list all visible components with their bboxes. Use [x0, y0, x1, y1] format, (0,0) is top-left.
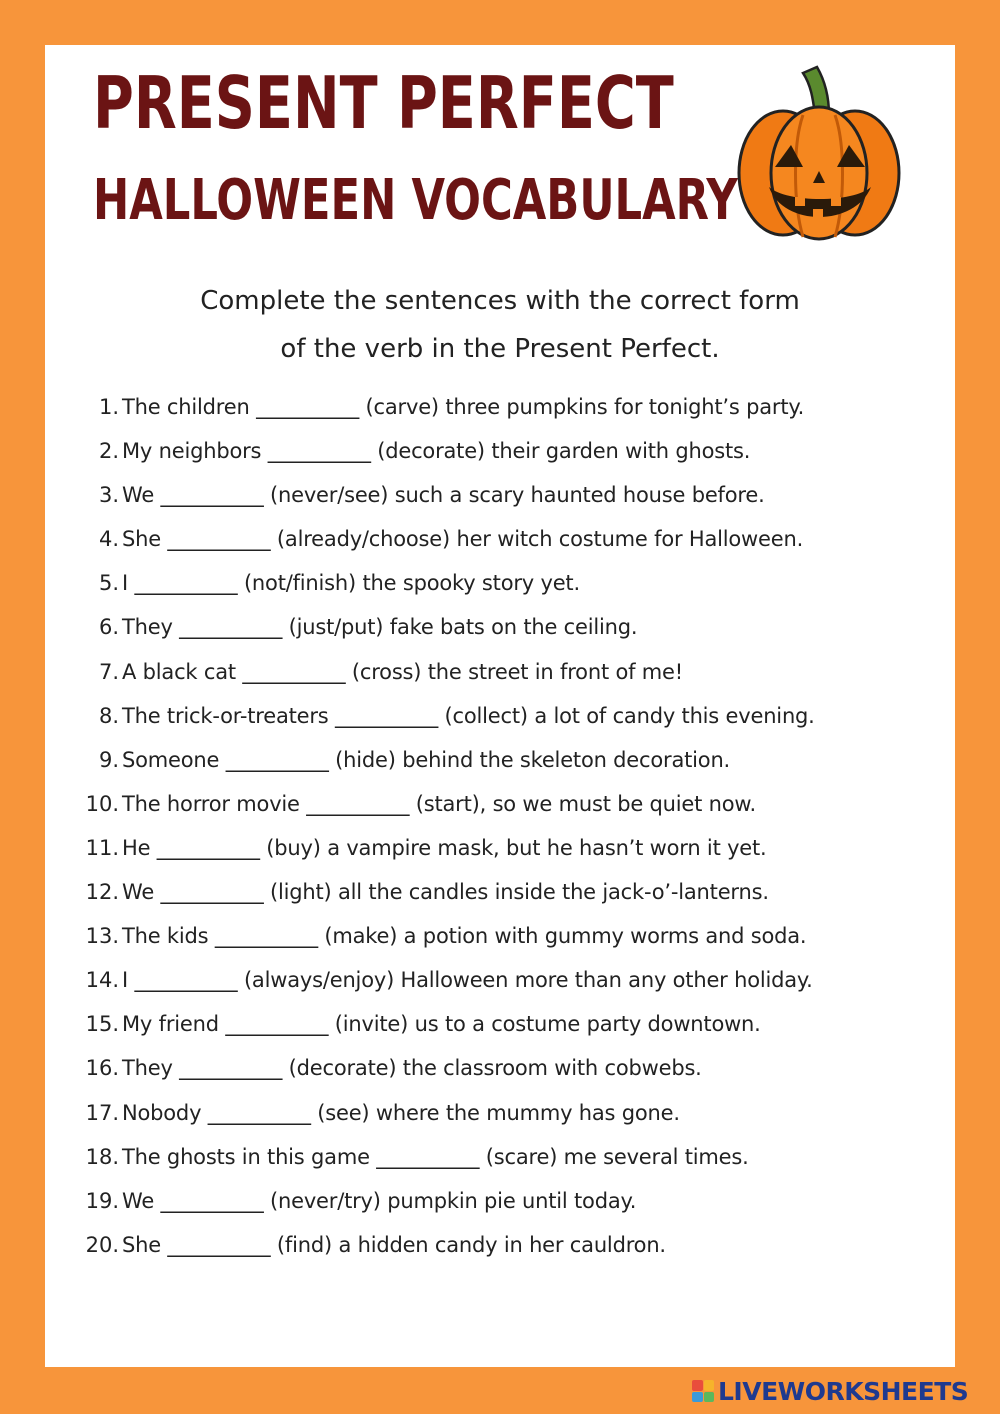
list-item	[75, 836, 945, 880]
item-number: 12.	[85, 880, 119, 905]
item-sentence: The kids __________ (make) a potion with gummy worms and soda.	[122, 924, 807, 949]
list-item	[75, 924, 945, 968]
list-item	[75, 704, 945, 748]
item-sentence: They __________ (just/put) fake bats on the ceiling.	[122, 615, 638, 640]
item-number: 16.	[85, 1056, 119, 1081]
item-number: 15.	[85, 1012, 119, 1037]
list-item	[75, 748, 945, 792]
list-item	[75, 1189, 945, 1233]
list-item	[75, 1233, 945, 1277]
item-sentence: She __________ (already/choose) her witch costume for Halloween.	[122, 527, 804, 552]
list-item	[75, 1145, 945, 1189]
item-number: 9.	[98, 747, 119, 772]
item-sentence: I __________ (not/finish) the spooky story yet.	[122, 571, 580, 596]
item-number: 13.	[85, 924, 119, 949]
item-sentence: My friend __________ (invite) us to a costume party downtown.	[122, 1012, 761, 1037]
list-item	[75, 615, 945, 659]
title-line-2: HALLOWEEN VOCABULARY	[93, 168, 738, 233]
item-sentence: We __________ (never/try) pumpkin pie until today.	[122, 1188, 637, 1213]
list-item	[75, 660, 945, 704]
list-item	[75, 880, 945, 924]
item-number: 10.	[85, 791, 119, 816]
sentence-list	[75, 395, 945, 1277]
item-sentence: Someone __________ (hide) behind the skeleton decoration.	[122, 747, 731, 772]
list-item	[75, 439, 945, 483]
item-number: 19.	[85, 1188, 119, 1213]
item-sentence: I __________ (always/enjoy) Halloween more than any other holiday.	[122, 968, 813, 993]
item-sentence: Nobody __________ (see) where the mummy has gone.	[122, 1100, 680, 1125]
list-item	[75, 571, 945, 615]
list-item	[75, 483, 945, 527]
list-item	[75, 527, 945, 571]
brand-text: LIVEWORKSHEETS	[718, 1376, 969, 1406]
list-item	[75, 395, 945, 439]
item-number: 6.	[98, 615, 119, 640]
item-number: 1.	[98, 395, 119, 419]
item-number: 8.	[98, 703, 119, 728]
item-sentence: They __________ (decorate) the classroom with cobwebs.	[122, 1056, 702, 1081]
item-sentence: We __________ (never/see) such a scary haunted house before.	[122, 483, 765, 508]
item-number: 2.	[98, 439, 119, 464]
instructions-line-2: of the verb in the Present Perfect.	[280, 334, 720, 364]
list-item	[75, 792, 945, 836]
list-item	[75, 1012, 945, 1056]
item-sentence: My neighbors __________ (decorate) their garden with ghosts.	[122, 439, 751, 464]
item-sentence: The horror movie __________ (start), so we must be quiet now.	[122, 791, 756, 816]
liveworksheets-brand[interactable]	[692, 1376, 968, 1406]
worksheet-page	[45, 45, 955, 1367]
item-sentence: The children __________ (carve) three pumpkins for tonight’s party.	[122, 395, 805, 419]
item-sentence: The trick-or-treaters __________ (collect) a lot of candy this evening.	[122, 703, 815, 728]
item-number: 14.	[85, 968, 119, 993]
list-item	[75, 1101, 945, 1145]
liveworksheets-logo-icon	[692, 1380, 714, 1402]
list-item	[75, 968, 945, 1012]
instructions-line-1: Complete the sentences with the correct form	[200, 286, 800, 316]
item-number: 5.	[98, 571, 119, 596]
item-sentence: She __________ (find) a hidden candy in her cauldron.	[122, 1232, 666, 1257]
list-item	[75, 1056, 945, 1100]
item-number: 3.	[98, 483, 119, 508]
item-number: 11.	[85, 835, 119, 860]
jack-o-lantern-icon	[733, 63, 905, 241]
item-number: 7.	[98, 659, 119, 684]
instructions	[45, 277, 955, 373]
item-number: 20.	[85, 1232, 119, 1257]
item-sentence: The ghosts in this game __________ (scare) me several times.	[122, 1144, 749, 1169]
item-sentence: A black cat __________ (cross) the street in front of me!	[122, 659, 683, 684]
item-number: 4.	[98, 527, 119, 552]
item-sentence: We __________ (light) all the candles inside the jack-o’-lanterns.	[122, 880, 769, 905]
title-line-1: PRESENT PERFECT	[93, 61, 674, 145]
item-sentence: He __________ (buy) a vampire mask, but he hasn’t worn it yet.	[122, 835, 767, 860]
item-number: 18.	[85, 1144, 119, 1169]
item-number: 17.	[85, 1100, 119, 1125]
